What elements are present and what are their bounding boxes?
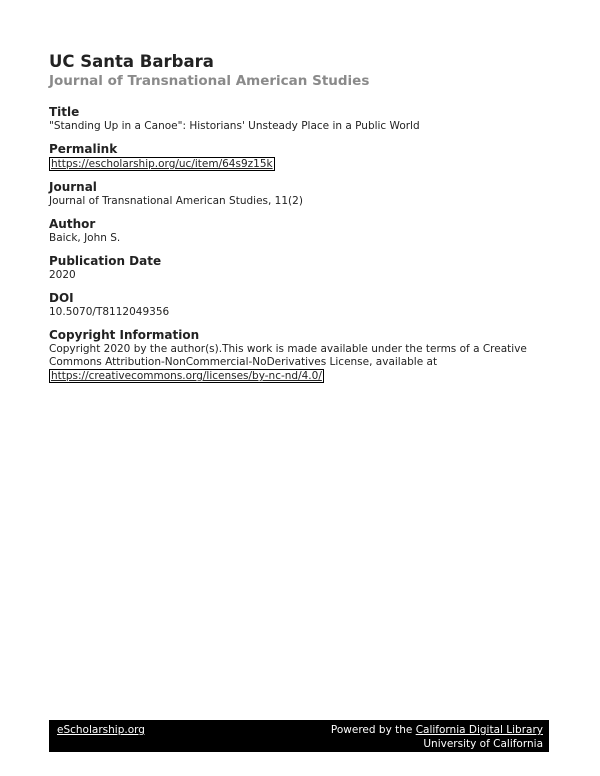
doi-field xyxy=(49,290,549,319)
permalink-row xyxy=(49,157,549,171)
footer-left xyxy=(57,724,145,737)
permalink-link[interactable]: https://escholarship.org/uc/item/64s9z15k xyxy=(51,158,273,170)
university-name: University of California xyxy=(423,737,543,750)
license-link[interactable]: https://creativecommons.org/licenses/by-nc-nd/4.0/ xyxy=(51,370,322,382)
journal-value: Journal of Transnational American Studies, 11(2) xyxy=(49,195,303,207)
author-value: Baick, John S. xyxy=(49,232,121,244)
footer-bar xyxy=(49,720,549,752)
doi-label: DOI xyxy=(49,291,74,305)
journal-field xyxy=(49,179,549,208)
permalink-label: Permalink xyxy=(49,142,118,156)
publication-date-field xyxy=(49,253,549,282)
journal-label: Journal xyxy=(49,180,97,194)
author-label: Author xyxy=(49,217,96,231)
author-field xyxy=(49,216,549,245)
copyright-label: Copyright Information xyxy=(49,328,200,342)
cdl-link[interactable]: California Digital Library xyxy=(415,724,543,736)
powered-by-text: Powered by the xyxy=(330,724,416,736)
copyright-line-1: Copyright 2020 by the author(s).This work is made available under the terms of a Creative xyxy=(49,343,527,355)
title-field xyxy=(49,104,549,133)
publication-date-value: 2020 xyxy=(49,269,76,281)
footer-right xyxy=(331,724,543,751)
copyright-line-2: Commons Attribution-NonCommercial-NoDerivatives License, available at xyxy=(49,356,438,368)
publication-date-label: Publication Date xyxy=(49,254,162,268)
institution-name: UC Santa Barbara xyxy=(49,52,214,71)
journal-subtitle: Journal of Transnational American Studies xyxy=(49,73,370,89)
title-value: "Standing Up in a Canoe": Historians' Unsteady Place in a Public World xyxy=(49,120,420,132)
permalink-field xyxy=(49,141,549,171)
doi-value: 10.5070/T8112049356 xyxy=(49,306,170,318)
license-row xyxy=(49,369,549,383)
escholarship-link[interactable]: eScholarship.org xyxy=(57,724,145,736)
powered-by-line xyxy=(331,724,543,738)
copyright-field xyxy=(49,327,549,383)
title-label: Title xyxy=(49,105,80,119)
metadata-cover-page xyxy=(49,52,549,391)
